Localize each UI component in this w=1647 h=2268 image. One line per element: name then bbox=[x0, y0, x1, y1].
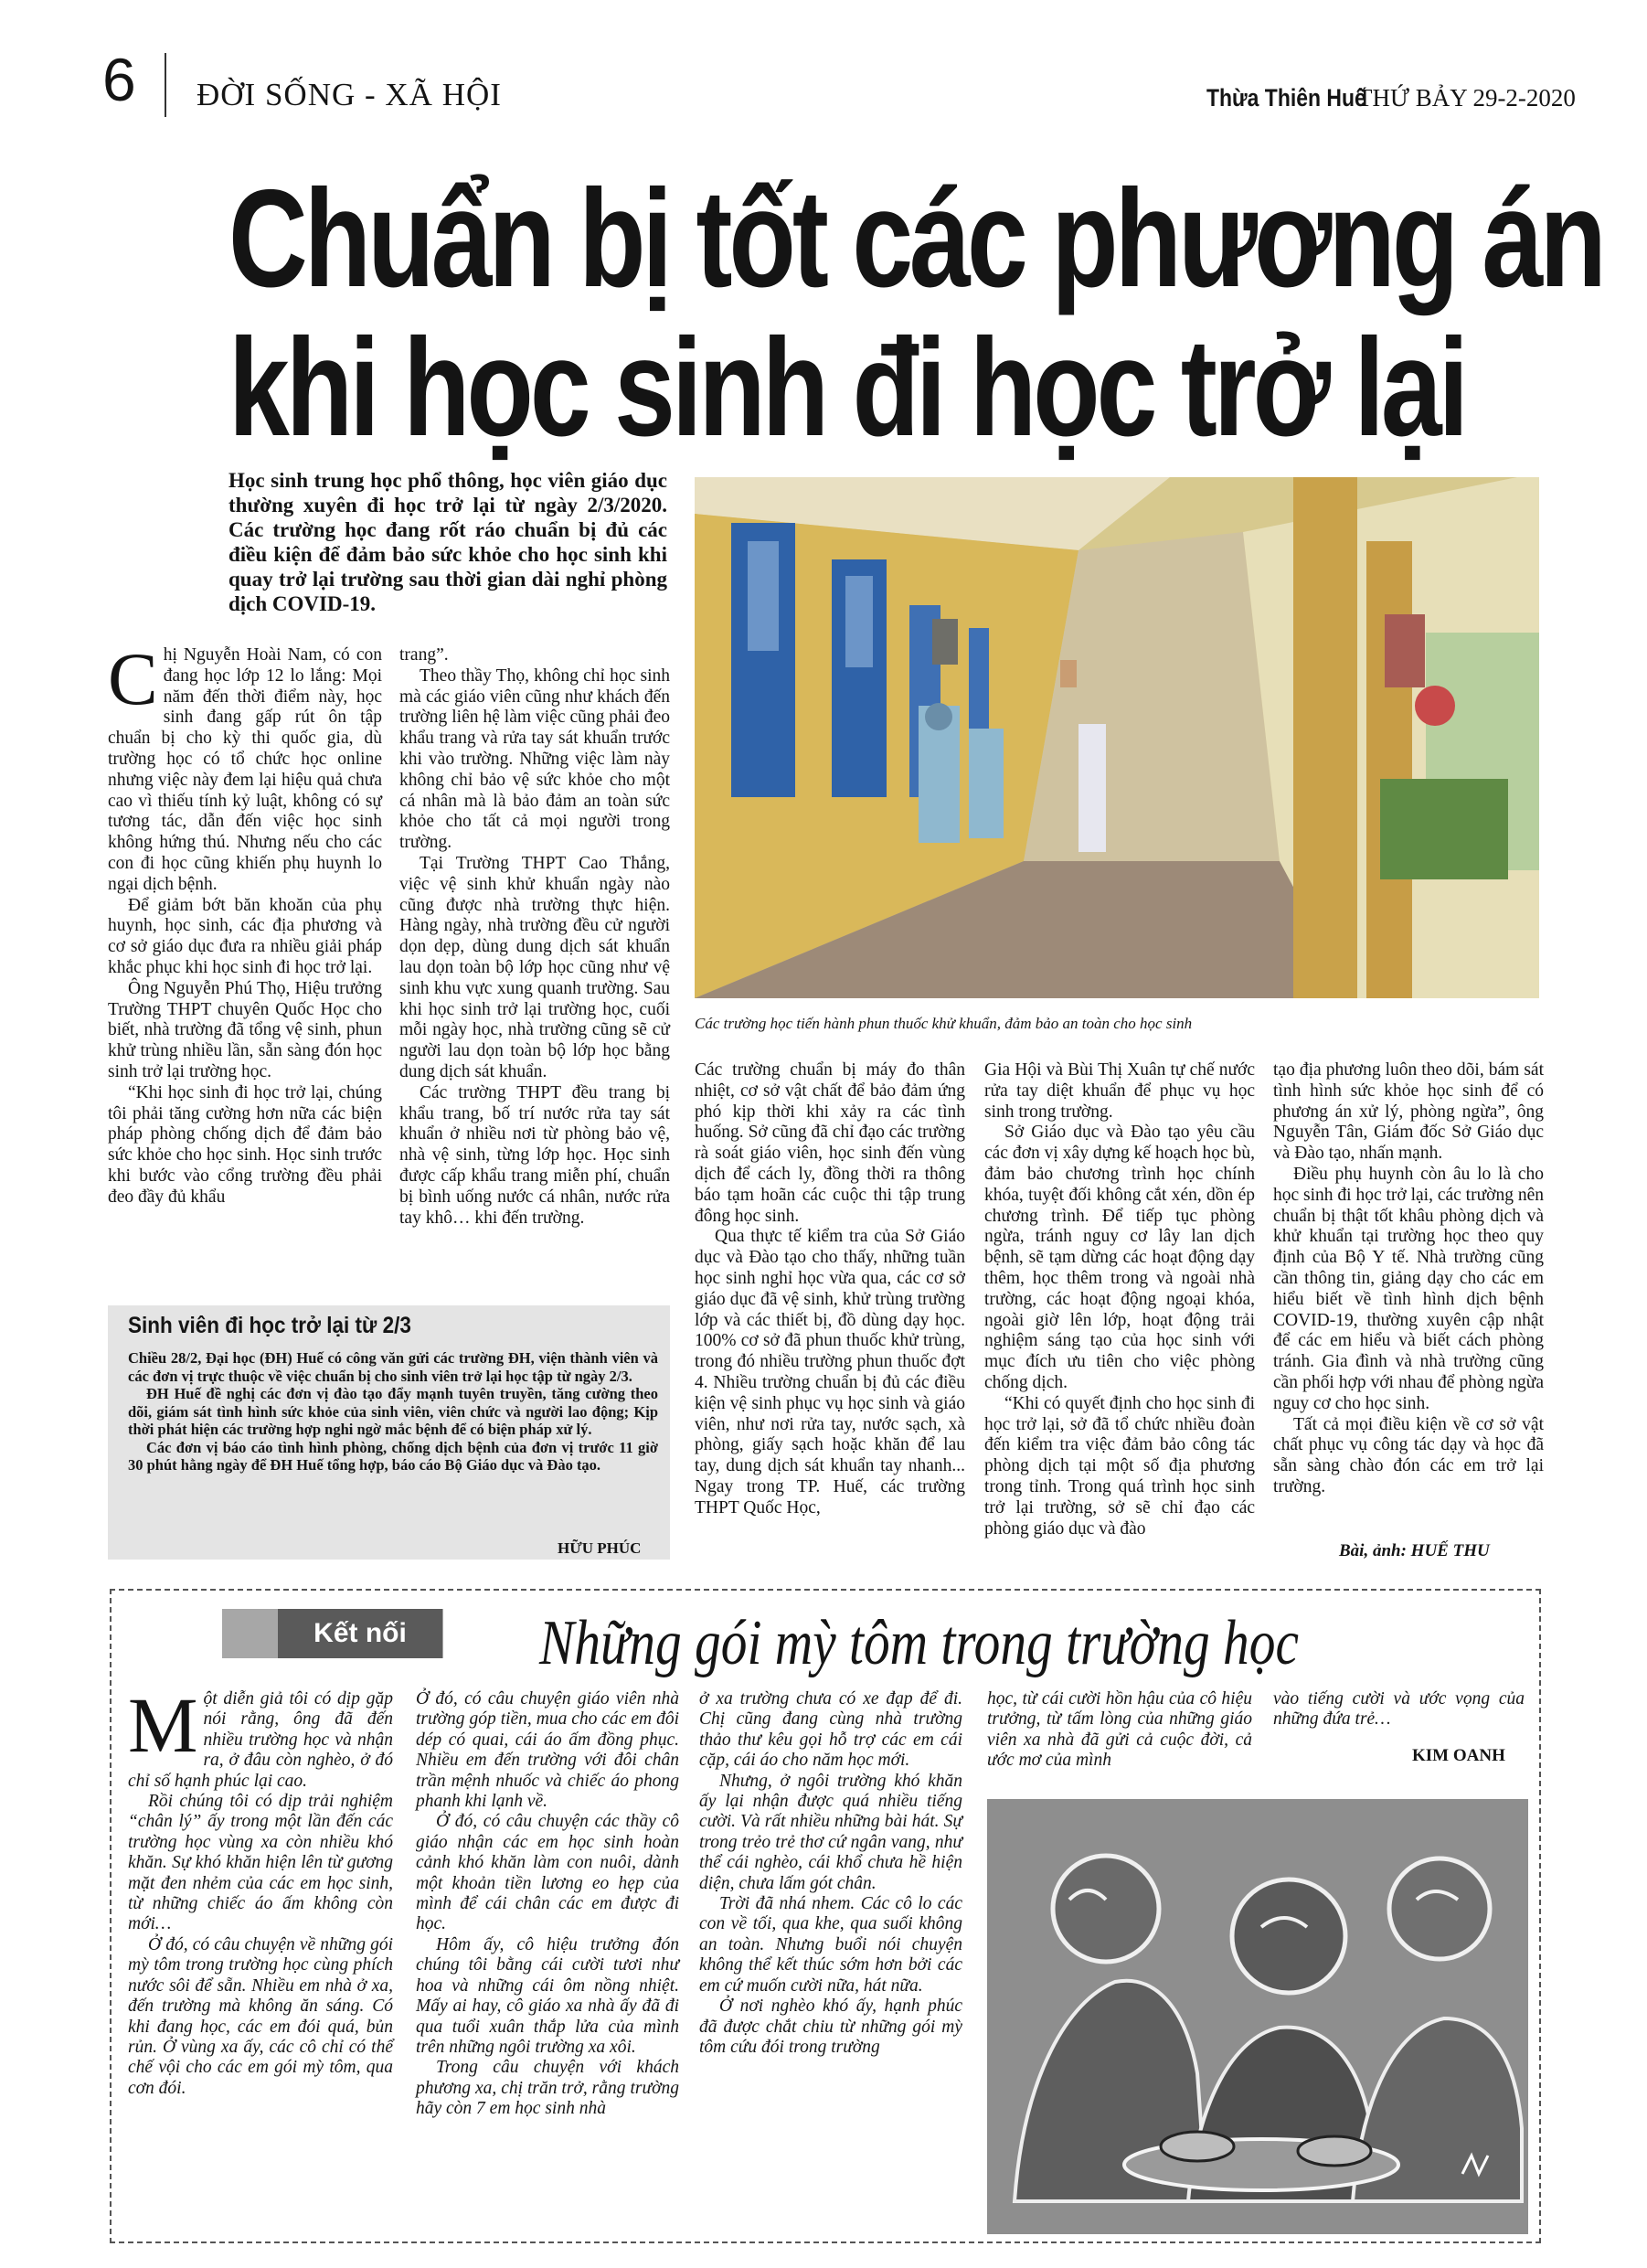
lead-paragraph: Học sinh trung học phổ thông, học viên giáo dục thường xuyên đi học trở lại từ ngày 2/3/2020. Các trường học đang rốt ráo chuẩn bị đủ các điều kiện để đảm bảo sức khỏe cho học sinh khi quay trở lại trường sau thời gian dài nghỉ phòng dịch COVID-19. bbox=[228, 469, 667, 615]
header-divider bbox=[165, 53, 166, 117]
article-paragraph: “Khi có quyết định cho học sinh đi học trở lại, sở đã tổ chức nhiều đoàn đến kiểm tra việc đảm bảo công tác phòng dịch tại một số địa phương trong tỉnh. Trong quá trình học sinh trở lại trường, sở sẽ chỉ đạo các phòng giáo dục và đào bbox=[984, 1393, 1255, 1539]
article-byline: Bài, ảnh: HUẾ THU bbox=[1339, 1541, 1490, 1560]
ket-noi-column-4 bbox=[987, 1689, 1252, 1772]
section-name: ĐỜI SỐNG - XÃ HỘI bbox=[197, 77, 502, 112]
ket-noi-paragraph: ột diễn giả tôi có dịp gặp nói rằng, ông đã đến nhiều trường học và nhận ra, ở đâu còn nghèo, ở đó chỉ số hạnh phúc lại cao. bbox=[128, 1689, 393, 1791]
ket-noi-paragraph: Ở đó, có câu chuyện về những gói mỳ tôm trong trường học cùng phích nước sôi để sẵn. Nhiều em nhà ở xa, đến trường mà không ăn sáng. Có khi đang học, các em đói quá, bủn rủn. Ở vùng xa ấy, các cô chỉ có thể chế vội cho các em gói mỳ tôm, qua cơn đói. bbox=[128, 1934, 393, 2098]
article-paragraph: Gia Hội và Bùi Thị Xuân tự chế nước rửa tay diệt khuẩn để phục vụ học sinh trong trường. bbox=[984, 1060, 1255, 1122]
ket-noi-paragraph: Rồi chúng tôi có dịp trải nghiệm “chân lý” ấy trong một lần đến các trường học vùng xa còn nhiều khó khăn. Sự khó khăn hiện lên từ gương mặt đen nhẻm của các em học sinh, từ những chiếc áo ấm không còn mới… bbox=[128, 1792, 393, 1934]
ket-noi-illustration bbox=[987, 1799, 1528, 2234]
ket-noi-paragraph: Nhưng, ở ngôi trường khó khăn ấy lại nhận được quá nhiều tiếng cười. Và rất nhiều những bài hát. Sự trong trẻo trẻ thơ cứ ngân vang, như thể cái nghèo, cái khổ chưa hề hiện diện, chưa lấm gót chân. bbox=[699, 1771, 962, 1893]
student-return-box-title: Sinh viên đi học trở lại từ 2/3 bbox=[128, 1313, 411, 1338]
ket-noi-paragraph: Ở nơi nghèo khó ấy, hạnh phúc đã được chắt chiu từ những gói mỳ tôm cứu đói trong trường bbox=[699, 1996, 962, 2057]
photo-caption: Các trường học tiến hành phun thuốc khử khuẩn, đảm bảo an toàn cho học sinh bbox=[695, 1015, 1193, 1032]
article-paragraph: Điều phụ huynh còn âu lo là cho học sinh đi học trở lại, các trường nên chuẩn bị thật tốt khâu phòng dịch và khử khuẩn tại trường học theo quy định của Bộ Y tế. Nhà trường cũng cần thông tin, giảng dạy cho các em hiểu biết về tình hình dịch bệnh COVID-19, thường xuyên cập nhật để các em hiểu và biết cách phòng tránh. Gia đình và nhà trường cũng cần phối hợp với nhau để phòng ngừa nguy cơ cho học sinh. bbox=[1273, 1164, 1544, 1413]
box-paragraph: Các đơn vị báo cáo tình hình phòng, chống dịch bệnh của đơn vị trước 11 giờ 30 phút hằng ngày để ĐH Huế tổng hợp, báo cáo Bộ Giáo dục và Đào tạo. bbox=[128, 1438, 658, 1474]
article-paragraph: tạo địa phương luôn theo dõi, bám sát tình hình sức khỏe học sinh để có phương án xử lý, phòng ngừa”, ông Nguyễn Tân, Giám đốc Sở Giáo dục và Đào tạo, nhấn mạnh. bbox=[1273, 1060, 1544, 1164]
ket-noi-column-1 bbox=[128, 1681, 393, 2099]
article-column-2 bbox=[399, 645, 670, 1229]
ket-noi-paragraph: Trời đã nhá nhem. Các cô lo các con về tối, qua khe, qua suối không an toàn. Nhưng buổi nói chuyện không thể kết thúc sớm hơn bởi các em cứ muốn cười nữa, hát nữa. bbox=[699, 1894, 962, 1996]
box-paragraph: ĐH Huế đề nghị các đơn vị đào tạo đẩy mạnh tuyên truyền, tăng cường theo dõi, giám sát tình hình sức khỏe của sinh viên, viên chức và người lao động; Kịp thời phát hiện các trường hợp nghi ngờ mắc bệnh để có biện pháp xử lý. bbox=[128, 1385, 658, 1438]
article-paragraph: Ông Nguyễn Phú Thọ, Hiệu trưởng Trường THPT chuyên Quốc Học cho biết, nhà trường đã tổng vệ sinh, phun khử trùng nhiều lần, sẵn sàng đón học sinh trở lại trường học. bbox=[108, 978, 382, 1081]
ket-noi-column-5 bbox=[1273, 1689, 1525, 1730]
article-paragraph: Các trường THPT đều trang bị khẩu trang, bố trí nước rửa tay sát khuẩn ở nhiều nơi từ phòng bảo vệ, nhà vệ sinh, từng lớp học. Học sinh được cấp khẩu trang miễn phí, chuẩn bị bình uống nước cá nhân, nước rửa tay khô… khi đến trường. bbox=[399, 1082, 670, 1228]
box-author: HỮU PHÚC bbox=[558, 1539, 642, 1557]
children-eating-illustration bbox=[987, 1799, 1528, 2234]
article-photo bbox=[695, 477, 1539, 998]
box-paragraph: Chiều 28/2, Đại học (ĐH) Huế có công văn gửi các trường ĐH, viện thành viên và các đơn vị trực thuộc về việc chuẩn bị cho sinh viên trở lại học tập từ ngày 2/3. bbox=[128, 1349, 658, 1385]
school-corridor-photo bbox=[695, 477, 1539, 998]
ket-noi-paragraph: Ở đó, có câu chuyện các thầy cô giáo nhận các em học sinh hoàn cảnh khó khăn làm con nuôi, dành một khoản tiền lương eo hẹp của mình để cái chân các em được đi học. bbox=[416, 1812, 679, 1934]
article-paragraph: Để giảm bớt băn khoăn của phụ huynh, học sinh, các địa phương và cơ sở giáo dục đưa ra nhiều giải pháp khắc phục khi học sinh đi học trở lại. bbox=[108, 895, 382, 977]
article-paragraph: “Khi học sinh đi học trở lại, chúng tôi phải tăng cường hơn nữa các biện pháp phòng chống dịch để đảm bảo sức khỏe cho học sinh. Học sinh trước khi bước vào cổng trường đều phải đeo đầy đủ khẩu bbox=[108, 1082, 382, 1207]
article-paragraph: hị Nguyễn Hoài Nam, có con đang học lớp 12 lo lắng: Mọi năm đến thời điểm này, học sinh đang gấp rút ôn tập chuẩn bị cho kỳ thi quốc gia, dù trường học có tổ chức học online nhưng việc này đem lại hiệu quả chưa cao vì thiếu tính kỷ luật, không có sự tương tác, dẫn đến việc học sinh không hứng thú. Nhưng nếu cho các con đi học cũng khiến phụ huynh lo ngại dịch bệnh. bbox=[108, 645, 382, 894]
article-paragraph: Theo thầy Thọ, không chỉ học sinh mà các giáo viên cũng như khách đến trường liên hệ làm việc cũng phải đeo khẩu trang và rửa tay sát khuẩn trước khi vào trường. Những việc làm này không chỉ bảo vệ sức khỏe cho một cá nhân mà là bảo đảm an toàn sức khỏe cho tất cả mọi người trong trường. bbox=[399, 665, 670, 853]
article-paragraph: Các trường chuẩn bị máy đo thân nhiệt, cơ sở vật chất để bảo đảm ứng phó kịp thời khi xảy ra các tình huống. Sở cũng đã chỉ đạo các trường rà soát giáo viên, học sinh đến vùng dịch để cách ly, đồng thời ra thông báo tạm hoãn các cuộc thi tập trung đông học sinh. bbox=[695, 1060, 965, 1226]
student-return-box-body bbox=[128, 1349, 658, 1475]
article-paragraph: Tất cả mọi điều kiện về cơ sở vật chất phục vụ công tác dạy và học đã sẵn sàng chào đón các em trở lại trường. bbox=[1273, 1414, 1544, 1496]
ket-noi-column-3 bbox=[699, 1689, 962, 2058]
headline-line-2: khi học sinh đi học trở lại bbox=[228, 310, 1466, 465]
article-dropcap: C bbox=[108, 637, 158, 720]
ket-noi-title: Những gói mỳ tôm trong trường học bbox=[539, 1608, 1299, 1678]
ket-noi-column-2 bbox=[416, 1689, 679, 2120]
article-paragraph: Qua thực tế kiểm tra của Sở Giáo dục và Đào tạo cho thấy, những tuần học sinh nghỉ học vừa qua, các cơ sở giáo dục đã vệ sinh, khử trùng trường lớp và các thiết bị, đồ dùng dạy học. 100% cơ sở đã phun thuốc khử trùng, trong đó nhiều trường phun thuốc đợt 4. Nhiều trường chuẩn bị đủ các điều kiện vệ sinh phục vụ học sinh và giáo viên, như nơi rửa tay, nước sạch, xà phòng, giấy sạch hoặc khăn để lau tay, dung dịch sát khuẩn tay nhanh... Ngay trong TP. Huế, các trường THPT Quốc Học, bbox=[695, 1227, 965, 1517]
ket-noi-paragraph: Trong câu chuyện với khách phương xa, chị trăn trở, rằng trường hãy còn 7 em học sinh nhà bbox=[416, 2058, 679, 2119]
article-paragraph: trang”. bbox=[399, 645, 449, 665]
ket-noi-paragraph: Ở đó, có câu chuyện giáo viên nhà trường góp tiền, mua cho các em đôi dép có quai, cái áo ấm đồng phục. Nhiều em đến trường với đôi chân trần mệnh nhuốc và chiếc áo phong phanh khi lạnh về. bbox=[416, 1689, 679, 1812]
ket-noi-tag: Kết nối bbox=[278, 1609, 442, 1658]
headline-line-1: Chuẩn bị tốt các phương án bbox=[228, 161, 1603, 316]
article-column-5 bbox=[1273, 1060, 1544, 1498]
article-column-3 bbox=[695, 1060, 965, 1519]
ket-noi-dropcap: M bbox=[128, 1681, 198, 1769]
article-column-4 bbox=[984, 1060, 1255, 1539]
page-number: 6 bbox=[102, 46, 136, 113]
article-paragraph: Sở Giáo dục và Đào tạo yêu cầu các đơn vị xây dựng kế hoạch học bù, đảm bảo chương trình học chính khóa, tuyệt đối không cắt xén, dồn ép chương trình. Để tiếp tục phòng ngừa, tránh nguy cơ lây lan dịch bệnh, sẽ tạm dừng các hoạt động dạy thêm, học thêm trong và ngoài nhà trường, các hoạt động ngoại khóa, ngoài giờ lên lớp, hoạt động trải nghiệm sáng tạo của học sinh với mục đích ưu tiên cho việc phòng chống dịch. bbox=[984, 1123, 1255, 1392]
ket-noi-paragraph: ở xa trường chưa có xe đạp để đi. Chị cũng đang cùng nhà trường thảo thư kêu gọi hỗ trợ các em cái cặp, cái áo cho năm học mới. bbox=[699, 1689, 962, 1771]
ket-noi-author: KIM OANH bbox=[1412, 1746, 1505, 1765]
issue-date: THỨ BẢY 29-2-2020 bbox=[1357, 84, 1576, 112]
article-paragraph: Tại Trường THPT Cao Thắng, việc vệ sinh khử khuẩn ngày nào cũng được nhà trường thực hiện. Hàng ngày, nhà trường đều cử người dọn dẹp, dùng dung dịch sát khuẩn lau dọn toàn bộ lớp học cũng như vệ sinh khu vực xung quanh trường. Sau khi học sinh trở lại trường học, cuối mỗi ngày học, nhà trường cũng sẽ cử người lau dọn toàn bộ lớp học bằng dung dịch sát khuẩn. bbox=[399, 853, 670, 1081]
article-column-1 bbox=[108, 637, 382, 1209]
ket-noi-paragraph: Hôm ấy, cô hiệu trưởng đón chúng tôi bằng cái cười tươi như hoa và những cái ôm nồng nhiệt. Mấy ai hay, cô giáo xa nhà ấy đã đi qua tuổi xuân thắp lửa của mình trên những ngôi trường xa xôi. bbox=[416, 1934, 679, 2057]
ket-noi-paragraph: vào tiếng cười và ước vọng của những đứa trẻ… bbox=[1273, 1689, 1525, 1730]
newspaper-name: Thừa Thiên Huế bbox=[1206, 84, 1366, 112]
ket-noi-paragraph: học, từ cái cười hồn hậu của cô hiệu trưởng, từ tấm lòng của những giáo viên xa nhà đã gửi cả cuộc đời, cả ước mơ của mình bbox=[987, 1689, 1252, 1771]
